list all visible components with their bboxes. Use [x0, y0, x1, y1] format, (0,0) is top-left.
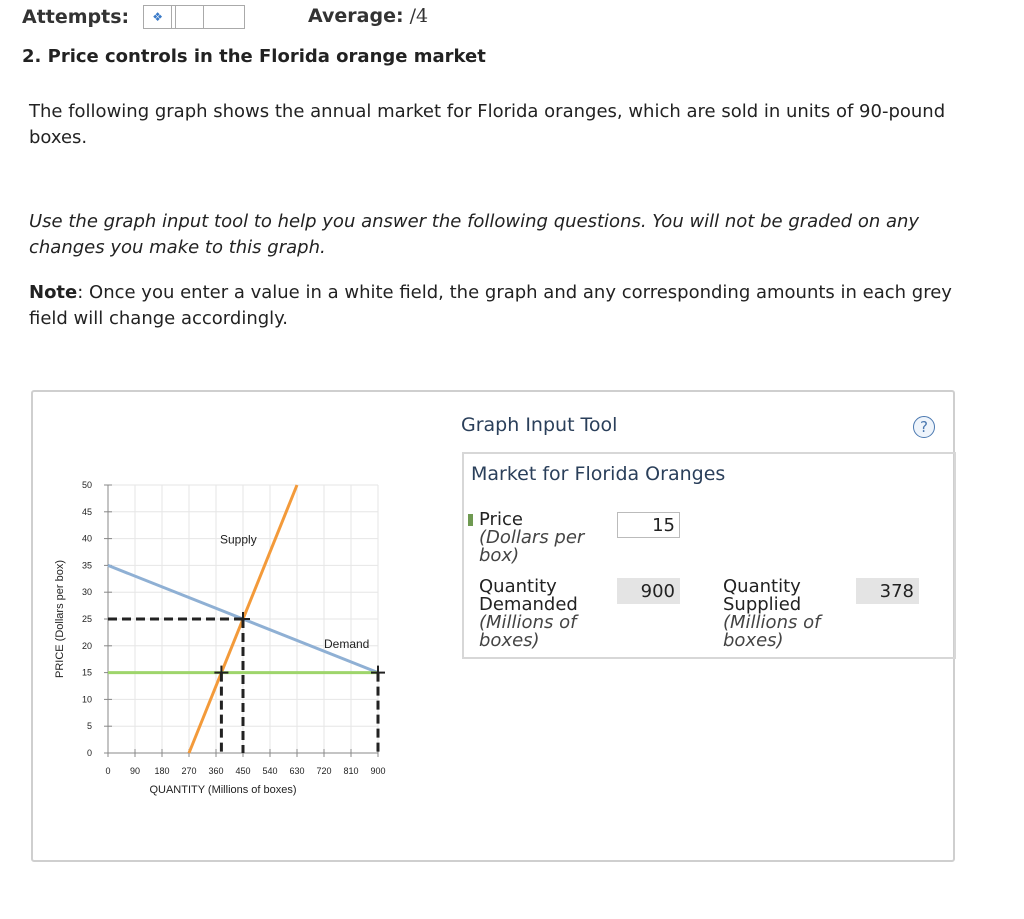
qd-marker	[371, 666, 385, 680]
y-tick-label: 50	[81, 480, 92, 490]
note-text: : Once you enter a value in a white field, the graph and any corresponding amounts in each grey field will change accordingly.	[29, 282, 952, 329]
price-unit: (Dollars per box)	[479, 527, 585, 566]
note-label: Note	[29, 282, 78, 303]
quantity-demanded-unit: (Millions of boxes)	[479, 612, 577, 651]
y-tick-label: 15	[81, 667, 92, 678]
x-tick-label: 540	[262, 766, 278, 776]
attempt-slot	[176, 6, 204, 28]
x-tick-label: 360	[208, 766, 224, 776]
attempts-label: Attempts:	[22, 6, 130, 28]
market-title: Market for Florida Oranges	[471, 463, 726, 485]
y-tick-label: 30	[81, 587, 92, 598]
input-tool-box	[462, 452, 956, 659]
demand-label: Demand	[324, 636, 370, 651]
market-chart[interactable]	[33, 392, 463, 860]
price-marker-icon	[468, 514, 473, 526]
price-input[interactable]: 15	[617, 512, 680, 538]
x-tick-label: 270	[181, 766, 197, 776]
chart-area	[33, 392, 463, 860]
qd-label-group	[479, 578, 619, 650]
attempt-slot	[204, 6, 244, 28]
average-value: /4	[409, 5, 429, 27]
quantity-supplied-label: Quantity Supplied	[723, 576, 802, 615]
quantity-demanded-label: Quantity Demanded	[479, 576, 578, 615]
y-axis-label: PRICE (Dollars per box)	[54, 560, 66, 678]
y-tick-label: 35	[81, 560, 92, 571]
x-tick-label: 90	[129, 766, 141, 776]
instruction-paragraph: Use the graph input tool to help you answer the following questions. You will not be graded on any changes you make to this graph.	[29, 211, 920, 258]
graph-input-tool-title: Graph Input Tool	[461, 414, 618, 436]
y-tick-label: 45	[81, 506, 92, 517]
help-icon[interactable]: ?	[913, 416, 935, 438]
y-tick-label: 0	[86, 748, 92, 758]
y-tick-label: 40	[81, 533, 92, 544]
chart-marks	[108, 612, 385, 753]
x-axis-label: QUANTITY (Millions of boxes)	[149, 784, 297, 796]
intro-paragraph: The following graph shows the annual market for Florida oranges, which are sold in units of 90-pound boxes.	[29, 101, 946, 148]
x-tick-label: 900	[370, 766, 386, 776]
note-paragraph	[29, 280, 994, 332]
x-tick-label: 630	[289, 766, 305, 776]
x-tick-label: 720	[316, 766, 332, 776]
average-label: Average:	[308, 5, 404, 27]
supply-label: Supply	[220, 532, 257, 547]
price-label: Price	[479, 509, 523, 530]
diamond-dots-icon[interactable]: ❖	[144, 6, 172, 28]
quantity-demanded-value: 900	[617, 578, 680, 604]
graph-panel	[31, 390, 955, 862]
price-label-group	[479, 511, 614, 565]
y-tick-label: 20	[81, 640, 92, 651]
x-tick-label: 0	[105, 766, 111, 776]
x-tick-label: 180	[154, 766, 170, 776]
qs-label-group	[723, 578, 863, 650]
quantity-supplied-value: 378	[856, 578, 919, 604]
y-tick-label: 10	[81, 694, 92, 705]
quantity-supplied-unit: (Millions of boxes)	[723, 612, 821, 651]
average-display	[308, 5, 428, 27]
attempt-boxes	[143, 5, 245, 29]
x-tick-label: 450	[235, 766, 251, 776]
y-tick-label: 5	[86, 721, 92, 732]
equilibrium-marker	[236, 612, 250, 626]
y-tick-label: 25	[81, 614, 92, 624]
tick-labels	[82, 480, 386, 776]
question-title: 2. Price controls in the Florida orange market	[22, 46, 486, 67]
attempts-row	[22, 6, 245, 28]
x-tick-label: 810	[343, 766, 359, 776]
